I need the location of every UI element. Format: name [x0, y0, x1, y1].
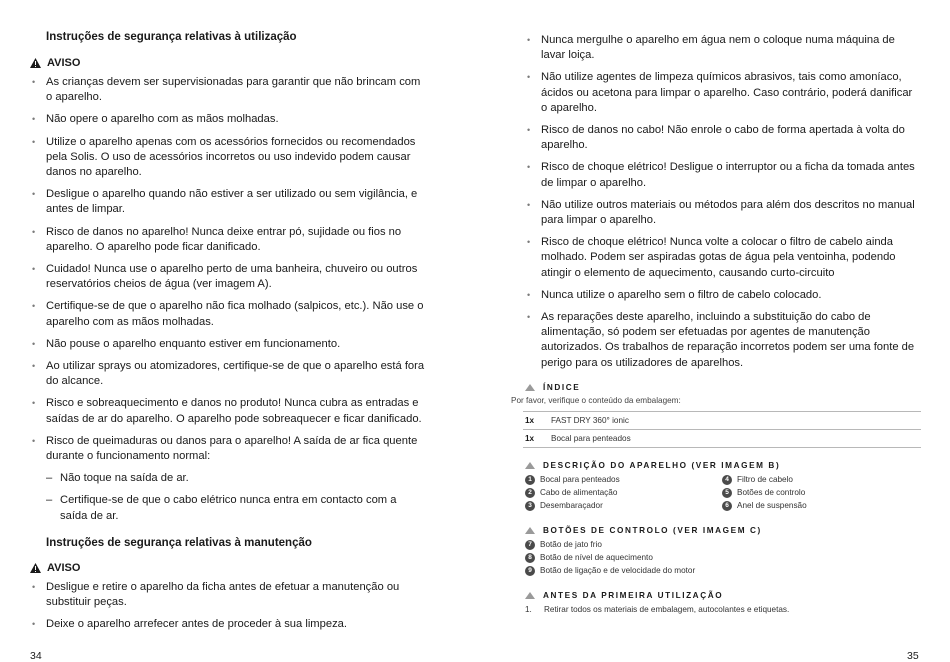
- left-page: [0, 0, 475, 660]
- bullet-icon: •: [527, 199, 531, 210]
- triangle-icon: [525, 527, 535, 534]
- list-item: [525, 473, 620, 486]
- bullet-icon: •: [32, 361, 36, 372]
- list-item-text: Risco de queimaduras ou danos para o aparelho! A saída de ar fica quente durante o funcionamento normal:: [46, 434, 418, 463]
- list-item-text: Nunca mergulhe o aparelho em água nem o coloque numa máquina de lavar loiça.: [541, 34, 895, 62]
- bullet-icon: •: [527, 35, 531, 45]
- list-item: [525, 538, 695, 551]
- desc-list-left: [525, 473, 620, 512]
- list-item-text: Risco de choque elétrico! Nunca volte a colocar o filtro de cabelo ainda molhado. Podem ser aspiradas gotas de água pela ventoinha, podendo atingir o elemento de aquecimento, causando curto-circuito: [541, 236, 896, 279]
- list-item-text: Certifique-se de que o aparelho não fica molhado (salpicos, etc.). Não use o aparelho com as mãos molhadas.: [46, 300, 424, 328]
- list-item-text: As crianças devem ser supervisionadas para garantir que não brincam com o aparelho.: [46, 76, 421, 104]
- list-item-text: Retirar todos os materiais de embalagem, autocolantes e etiquetas.: [544, 605, 790, 614]
- warning-icon: [30, 563, 41, 573]
- bullet-icon: •: [32, 398, 36, 409]
- warning-text: AVISO: [47, 57, 81, 69]
- list-item: [525, 486, 620, 499]
- list-item: [30, 434, 425, 524]
- triangle-icon: [525, 384, 535, 391]
- list-item: [525, 123, 920, 153]
- bullet-icon: •: [32, 189, 36, 200]
- page-number: 34: [30, 650, 42, 662]
- list-item: [30, 75, 425, 105]
- list-item-text: Desligue o aparelho quando não estiver a ser utilizado ou sem vigilância, e antes de limpar.: [46, 188, 418, 216]
- list-item-text: Botão de ligação e de velocidade do motor: [540, 566, 696, 575]
- list-item: [30, 225, 425, 255]
- bullet-icon: •: [32, 301, 36, 312]
- number-badge: 8: [525, 553, 535, 563]
- list-item-text: Cuidado! Nunca use o aparelho perto de uma banheira, chuveiro ou outros reservatórios cheios de água (ver imagem A).: [46, 263, 418, 291]
- dash-list: [46, 471, 425, 524]
- package-item: FAST DRY 360° ionic: [551, 416, 629, 425]
- bullet-icon: •: [32, 114, 36, 125]
- index-title: [525, 383, 580, 392]
- triangle-icon: [525, 462, 535, 469]
- list-item: [525, 198, 920, 228]
- desc-title-text: DESCRIÇÃO DO APARELHO (VER IMAGEM B): [543, 461, 781, 470]
- list-item: [30, 187, 425, 217]
- bullet-icon: •: [32, 582, 36, 592]
- bullet-icon: •: [32, 264, 36, 275]
- warning-icon: [30, 58, 41, 68]
- buttons-title-text: BOTÕES DE CONTROLO (VER IMAGEM C): [543, 526, 762, 535]
- dash-item: [46, 493, 425, 523]
- list-item-text: Risco de choque elétrico! Desligue o interruptor ou a ficha da tomada antes de limpar o aparelho.: [541, 161, 915, 189]
- desc-list-right: [722, 473, 807, 512]
- dash-icon: –: [46, 494, 53, 507]
- list-item-text: Filtro de cabelo: [737, 475, 793, 484]
- first-use-title: [525, 591, 723, 600]
- dash-item: [46, 471, 425, 486]
- list-item: [525, 288, 920, 303]
- list-item: [30, 359, 425, 389]
- list-item-text: Utilize o aparelho apenas com os acessórios fornecidos ou recomendados pela Solis. O uso de acessórios incorretos ou uso indevido podem causar danos no aparelho.: [46, 135, 416, 179]
- dash-item-text: Não toque na saída de ar.: [60, 472, 189, 485]
- list-item: [525, 160, 920, 190]
- list-item: [30, 580, 425, 610]
- dash-icon: –: [46, 472, 53, 485]
- use-safety-list: [30, 75, 425, 531]
- list-item: [30, 617, 425, 632]
- warning-label-2: [30, 562, 80, 574]
- first-use-list: [525, 603, 789, 616]
- list-item-text: Deixe o aparelho arrefecer antes de proceder à sua limpeza.: [46, 618, 347, 631]
- bullet-icon: •: [527, 125, 531, 136]
- number-badge: 4: [722, 475, 732, 485]
- list-item: [525, 499, 620, 512]
- list-item: [30, 396, 425, 426]
- list-item: [525, 235, 920, 281]
- list-item: [30, 262, 425, 292]
- list-item-text: Botões de controlo: [737, 488, 806, 497]
- number-badge: 1: [525, 475, 535, 485]
- list-item: [525, 564, 695, 577]
- package-qty: 1x: [525, 434, 535, 443]
- index-subtitle: Por favor, verifique o conteúdo da embalagem:: [511, 396, 681, 405]
- list-item-text: Não utilize agentes de limpeza químicos abrasivos, tais como amoníaco, ácidos ou acetona para limpar o aparelho. Caso contrário, poderá danificar o aparelho.: [541, 71, 913, 114]
- list-item: [525, 33, 920, 63]
- bullet-icon: •: [32, 226, 36, 237]
- bullet-icon: •: [32, 77, 36, 87]
- list-item-text: Não opere o aparelho com as mãos molhadas.: [46, 113, 279, 126]
- maint-safety-list: [30, 580, 425, 640]
- package-item: Bocal para penteados: [551, 434, 631, 443]
- list-item: [722, 486, 807, 499]
- bullet-icon: •: [32, 338, 36, 349]
- warning-text: AVISO: [47, 562, 81, 574]
- list-item: [525, 70, 920, 116]
- right-page: [475, 0, 950, 660]
- number-badge: 2: [525, 488, 535, 498]
- number-badge: 5: [722, 488, 732, 498]
- list-item: [722, 499, 807, 512]
- list-item-text: Risco e sobreaquecimento e danos no produto! Nunca cubra as entradas e saídas de ar do aparelho. O aparelho pode sobreaquecer e ficar danificado.: [46, 397, 422, 425]
- bullet-icon: •: [527, 72, 531, 83]
- heading-use-safety: Instruções de segurança relativas à utilização: [46, 31, 297, 43]
- list-item-text: Desligue e retire o aparelho da ficha antes de efetuar a manutenção ou substituir peças.: [46, 581, 400, 609]
- list-item-text: Anel de suspensão: [737, 501, 807, 510]
- triangle-icon: [525, 592, 535, 599]
- dash-item-text: Certifique-se de que o cabo elétrico nunca entra em contacto com a saída de ar.: [60, 494, 397, 522]
- buttons-list: [525, 538, 695, 577]
- list-item-text: Cabo de alimentação: [540, 488, 618, 497]
- bullet-icon: •: [32, 619, 36, 630]
- list-item: [30, 112, 425, 127]
- warning-label: [30, 57, 80, 69]
- bullet-icon: •: [32, 435, 36, 446]
- page-number: 35: [907, 650, 919, 662]
- list-item-text: Botão de nível de aquecimento: [540, 553, 653, 562]
- list-item-text: Risco de danos no aparelho! Nunca deixe entrar pó, sujidade ou fios no aparelho. O aparelho pode ficar danificado.: [46, 225, 402, 253]
- number-badge: 9: [525, 566, 535, 576]
- desc-title: [525, 461, 780, 470]
- step-number: 1.: [525, 605, 532, 614]
- heading-maint-safety: Instruções de segurança relativas à manutenção: [46, 537, 312, 549]
- list-item: [30, 299, 425, 329]
- list-item: [525, 603, 789, 616]
- list-item: [722, 473, 807, 486]
- number-badge: 3: [525, 501, 535, 511]
- index-title-text: ÍNDICE: [543, 383, 581, 392]
- bullet-icon: •: [527, 162, 531, 173]
- list-item: [525, 310, 920, 371]
- list-item: [30, 135, 425, 181]
- bullet-icon: •: [527, 237, 531, 248]
- list-item-text: Ao utilizar sprays ou atomizadores, certifique-se de que o aparelho está fora do alcance.: [46, 360, 425, 388]
- first-use-title-text: ANTES DA PRIMEIRA UTILIZAÇÃO: [543, 591, 724, 600]
- bullet-icon: •: [527, 312, 531, 323]
- list-item-text: Não utilize outros materiais ou métodos para além dos descritos no manual para limpar o aparelho.: [541, 198, 915, 227]
- number-badge: 7: [525, 540, 535, 550]
- list-item-text: Nunca utilize o aparelho sem o filtro de cabelo colocado.: [541, 288, 822, 301]
- list-item-text: As reparações deste aparelho, incluindo a substituição do cabo de alimentação, só podem ser efetuadas por agentes de manutenção autorizados. Os trabalhos de reparação incorretos podem ser uma fonte de perigo para os utilizadores de aparelhos.: [541, 311, 915, 369]
- buttons-title: [525, 526, 762, 535]
- bullet-icon: •: [32, 136, 36, 147]
- bullet-icon: •: [527, 289, 531, 300]
- list-item-text: Risco de danos no cabo! Não enrole o cabo de forma apertada à volta do aparelho.: [541, 124, 905, 152]
- maint-continued-list: [525, 33, 920, 378]
- list-item-text: Bocal para penteados: [540, 475, 620, 484]
- package-qty: 1x: [525, 416, 535, 425]
- number-badge: 6: [722, 501, 732, 511]
- table-row: [523, 412, 921, 430]
- list-item: [30, 337, 425, 352]
- list-item-text: Não pouse o aparelho enquanto estiver em funcionamento.: [46, 337, 341, 350]
- list-item: [525, 551, 695, 564]
- list-item-text: Desembaraçador: [540, 501, 603, 510]
- list-item-text: Botão de jato frio: [540, 540, 602, 549]
- package-table: [523, 411, 921, 448]
- table-row: [523, 430, 921, 448]
